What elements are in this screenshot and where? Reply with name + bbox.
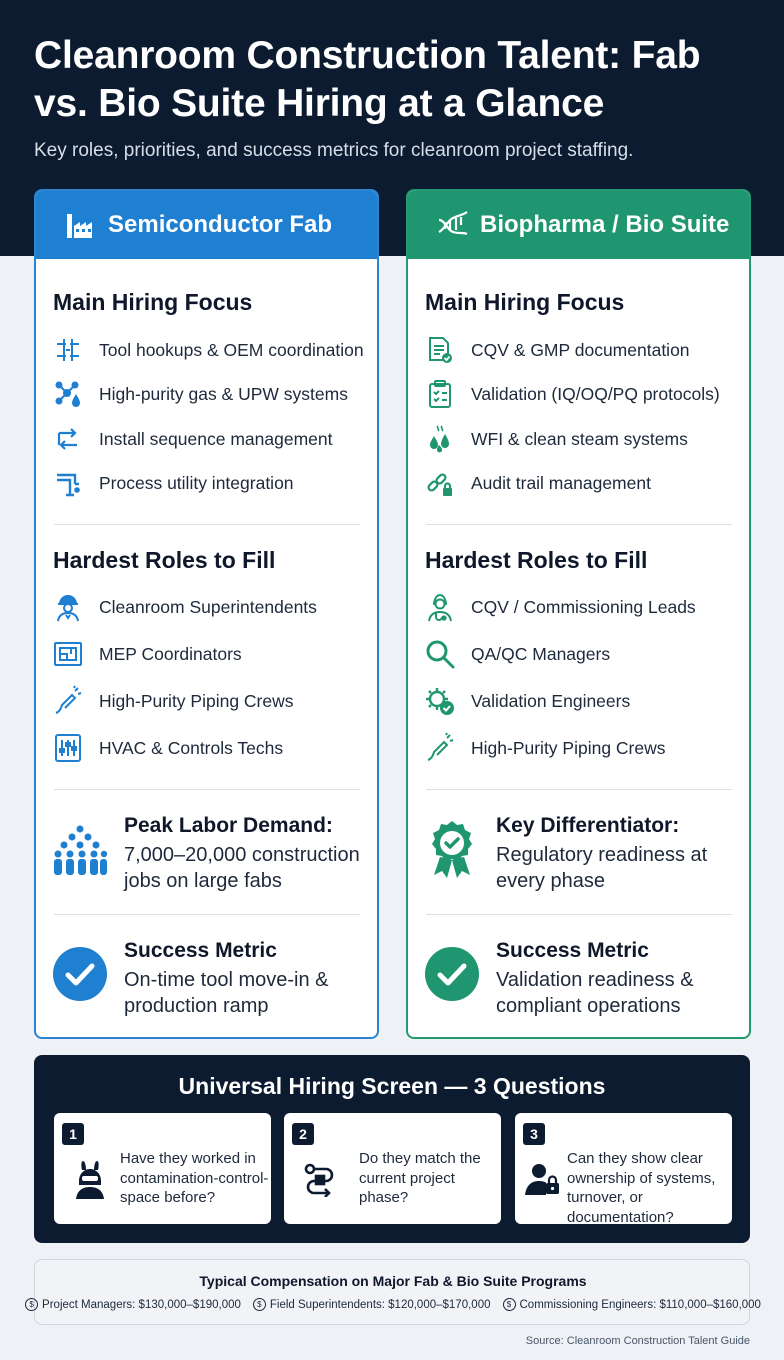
fab-metric-title: Success Metric <box>124 939 277 962</box>
steam-droplets-icon <box>423 422 457 456</box>
fab-metric-text: On-time tool move-in & production ramp <box>124 969 329 1017</box>
clipboard-checklist-icon <box>423 377 457 411</box>
divider <box>54 789 360 790</box>
divider <box>426 914 732 915</box>
compensation-row <box>29 1298 761 1311</box>
question-text: Can they show clear ownership of systems, turnover, or documentation? <box>567 1150 716 1226</box>
compensation-item: $ Commissioning Engineers: $110,000–$160,000 <box>503 1298 761 1311</box>
universal-title: Universal Hiring Screen — 3 Questions <box>178 1073 606 1099</box>
bio-focus-item: CQV & GMP documentation <box>423 333 690 367</box>
question-text: Do they match the current project phase? <box>359 1150 481 1206</box>
factory-icon <box>64 207 100 243</box>
fab-roles-title: Hardest Roles to Fill <box>53 547 276 573</box>
fab-focus-item: High-purity gas & UPW systems <box>51 377 348 411</box>
gas-water-icon <box>51 377 85 411</box>
bio-card-header <box>408 191 749 259</box>
scientist-icon <box>423 590 457 624</box>
bio-success-metric <box>422 938 751 1019</box>
divider <box>426 524 732 525</box>
bunny-suit-icon <box>70 1157 110 1201</box>
welding-torch-icon <box>51 684 85 718</box>
page-title: Cleanroom Construction Talent: Fab vs. Bio Suite Hiring at a Glance <box>34 34 701 125</box>
question-number: 2 <box>292 1123 314 1145</box>
fab-demand-text: 7,000–20,000 construction jobs on large fabs <box>124 844 360 892</box>
bio-focus-title: Main Hiring Focus <box>425 289 625 315</box>
utility-pipe-icon <box>51 466 85 500</box>
fab-card-header <box>36 191 377 259</box>
dollar-coin-icon: $ <box>253 1298 266 1311</box>
universal-hiring-screen <box>34 1055 750 1243</box>
check-circle-icon <box>422 944 482 1004</box>
fab-card-title: Semiconductor Fab <box>108 211 333 238</box>
fab-role-item: High-Purity Piping Crews <box>51 684 294 718</box>
bio-key-differentiator <box>422 813 716 894</box>
bio-card <box>406 189 751 1039</box>
bio-focus-item: WFI & clean steam systems <box>423 422 688 456</box>
fab-role-item: HVAC & Controls Techs <box>51 731 283 765</box>
divider <box>426 789 732 790</box>
question-number: 3 <box>523 1123 545 1145</box>
question-card <box>54 1113 271 1224</box>
control-panel-icon <box>51 731 85 765</box>
bio-differentiator-text: Regulatory readiness at every phase <box>496 844 708 892</box>
gear-check-icon <box>423 684 457 718</box>
fab-role-item: Cleanroom Superintendents <box>51 590 317 624</box>
fab-card <box>34 189 379 1039</box>
document-check-icon <box>423 333 457 367</box>
dollar-coin-icon: $ <box>503 1298 516 1311</box>
fab-role-item: MEP Coordinators <box>51 637 242 671</box>
process-flow-icon <box>300 1157 340 1201</box>
bio-roles-title: Hardest Roles to Fill <box>425 547 648 573</box>
check-circle-icon <box>50 944 110 1004</box>
user-lock-icon <box>523 1157 563 1201</box>
fab-focus-title: Main Hiring Focus <box>53 289 253 315</box>
fab-focus-item: Process utility integration <box>51 466 294 500</box>
bio-role-item: CQV / Commissioning Leads <box>423 590 696 624</box>
divider <box>54 524 360 525</box>
bio-focus-item: Audit trail management <box>423 466 651 500</box>
bio-role-item: High-Purity Piping Crews <box>423 731 666 765</box>
bio-card-title: Biopharma / Bio Suite <box>480 211 730 238</box>
fab-focus-item: Tool hookups & OEM coordination <box>51 333 364 367</box>
magnifier-icon <box>423 637 457 671</box>
question-text: Have they worked in contamination-control-space before? <box>120 1150 269 1206</box>
bio-metric-title: Success Metric <box>496 939 649 962</box>
fab-demand-title: Peak Labor Demand: <box>124 814 333 837</box>
welding-torch-icon <box>423 731 457 765</box>
bio-role-item: QA/QC Managers <box>423 637 610 671</box>
compensation-panel <box>29 1259 761 1325</box>
bio-role-item: Validation Engineers <box>423 684 630 718</box>
fab-focus-item: Install sequence management <box>51 422 332 456</box>
compensation-title: Typical Compensation on Major Fab & Bio Suite Programs <box>199 1273 587 1289</box>
question-number: 1 <box>62 1123 84 1145</box>
bio-focus-item: Validation (IQ/OQ/PQ protocols) <box>423 377 720 411</box>
bio-differentiator-title: Key Differentiator: <box>496 814 680 837</box>
question-card <box>515 1113 732 1224</box>
compensation-item: $ Project Managers: $130,000–$190,000 <box>25 1298 241 1311</box>
tool-hookup-icon <box>51 333 85 367</box>
source-note: Source: Cleanroom Construction Talent Guide <box>525 1335 750 1347</box>
question-card <box>284 1113 501 1224</box>
hard-hat-worker-icon <box>51 590 85 624</box>
divider <box>54 914 360 915</box>
page-subtitle: Key roles, priorities, and success metrics for cleanroom project staffing. <box>34 140 634 161</box>
dollar-coin-icon: $ <box>25 1298 38 1311</box>
chain-lock-icon <box>423 466 457 500</box>
crowd-icon <box>50 819 110 879</box>
fab-peak-demand <box>50 813 379 894</box>
sequence-arrows-icon <box>51 422 85 456</box>
bio-metric-text: Validation readiness & compliant operations <box>496 969 694 1017</box>
dna-icon <box>436 207 472 243</box>
compensation-item: $ Field Superintendents: $120,000–$170,000 <box>253 1298 491 1311</box>
award-badge-icon <box>422 819 482 879</box>
blueprint-icon <box>51 637 85 671</box>
fab-success-metric <box>50 938 379 1019</box>
